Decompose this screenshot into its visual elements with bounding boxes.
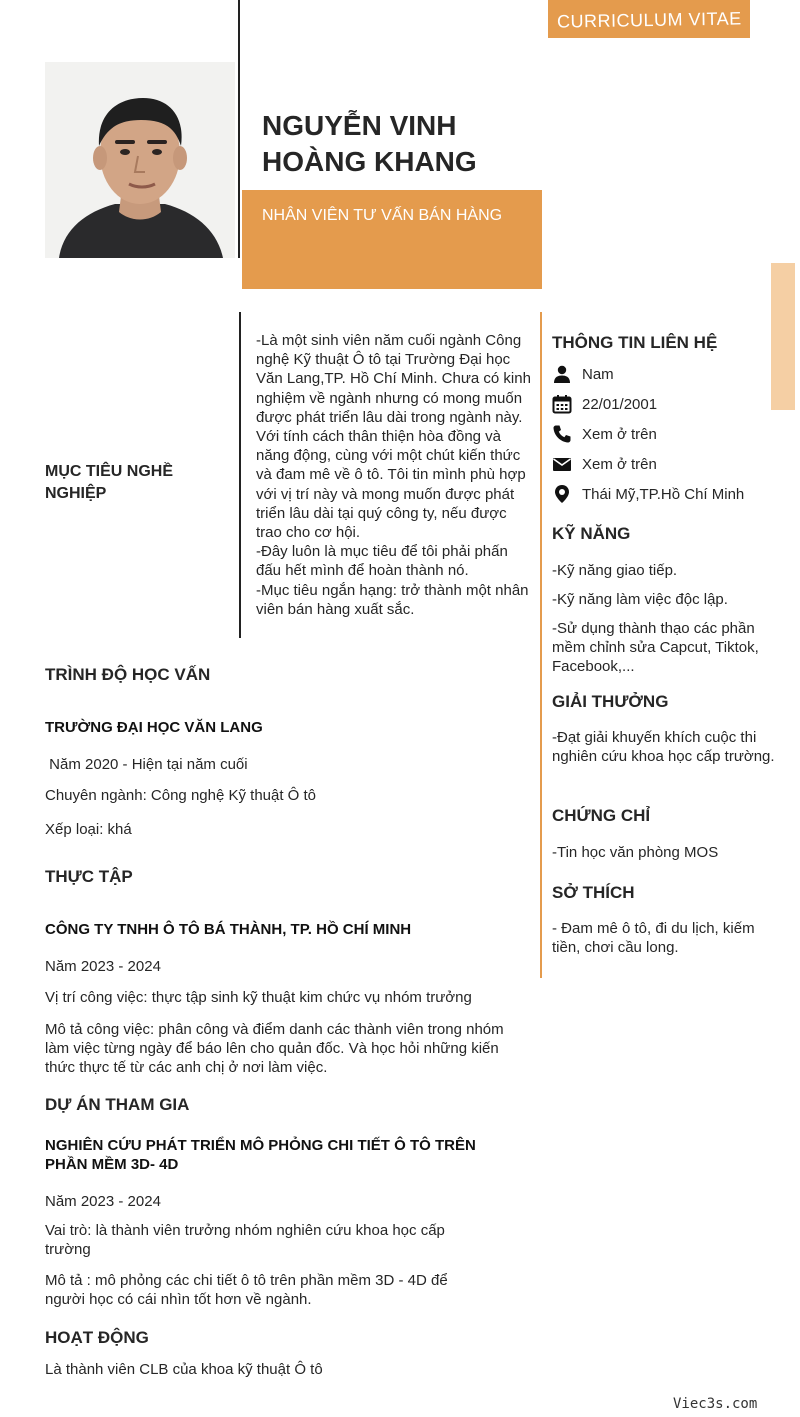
objective-paragraph-2: -Đây luôn là mục tiêu để tôi phải phấn đấu hết mình để hoàn thành nó. <box>256 543 508 580</box>
calendar-icon <box>552 394 572 414</box>
skills-title: KỸ NĂNG <box>552 524 631 543</box>
contact-email: Xem ở trên <box>582 455 657 473</box>
person-icon <box>552 364 572 384</box>
internship-company: CÔNG TY TNHH Ô TÔ BÁ THÀNH, TP. HỒ CHÍ MINH <box>45 921 412 938</box>
name-line-1: NGUYỄN VINH <box>262 110 457 141</box>
activities-title: HOẠT ĐỘNG <box>45 1328 149 1347</box>
job-title-box <box>242 190 542 289</box>
contact-address-row <box>552 482 782 506</box>
hobbies-title: SỞ THÍCH <box>552 883 635 902</box>
skill-item-1: -Kỹ năng giao tiếp. <box>552 562 678 579</box>
header-divider <box>238 0 240 258</box>
job-title: NHÂN VIÊN TƯ VẤN BÁN HÀNG <box>262 207 503 224</box>
contact-title: THÔNG TIN LIÊN HỆ <box>552 333 718 352</box>
right-column-divider <box>540 312 542 978</box>
objective-paragraph-1: -Là một sinh viên năm cuối ngành Công nghệ Kỹ thuật Ô tô tại Trường Đại học Văn Lang,TP. Hồ Chí Minh. Chưa có kinh nghiệm về ngành nhưng có mong muốn được phát triển lâu dài trong ngành này. Với tính cách thân thiện hòa đồng và năng động, cùng với một chút kiến thức và đam mê về ô tô. Tôi tin mình phù hợp với vị trí này và mong muốn được phát triển lâu dài tại quý công ty, nếu được trao cho cơ hội. <box>256 332 531 542</box>
skill-item-3: -Sử dụng thành thạo các phần mềm chỉnh sửa Capcut, Tiktok, Facebook,... <box>552 620 759 675</box>
contact-gender: Nam <box>582 365 614 383</box>
objective-label: MỤC TIÊU NGHỀ NGHIỆP <box>45 463 173 502</box>
location-pin-icon <box>552 484 572 504</box>
internship-description: Mô tả công việc: phân công và điểm danh các thành viên trong nhóm làm việc từng ngày để báo lên cho quản đốc. Và học hỏi những kiến thức thực tế từ các anh chị ở nơi làm việc. <box>45 1021 504 1076</box>
activities-item: Là thành viên CLB của khoa kỹ thuật Ô tô <box>45 1361 323 1378</box>
contact-email-row <box>552 452 782 476</box>
education-period: Năm 2020 - Hiện tại năm cuối <box>45 756 248 773</box>
objective-paragraph-3: -Mục tiêu ngắn hạng: trở thành một nhân viên bán hàng xuất sắc. <box>256 581 529 618</box>
contact-dob: 22/01/2001 <box>582 395 658 413</box>
education-school: TRƯỜNG ĐẠI HỌC VĂN LANG <box>45 719 263 736</box>
hobby-item-1: - Đam mê ô tô, đi du lịch, kiếm tiền, chơi cầu long. <box>552 920 755 956</box>
awards-title: GIẢI THƯỞNG <box>552 692 669 711</box>
mail-icon <box>552 454 572 474</box>
project-description: Mô tả : mô phỏng các chi tiết ô tô trên phần mềm 3D - 4D để người học có cái nhìn tốt hơn về ngành. <box>45 1272 448 1308</box>
name-line-2: HOÀNG KHANG <box>262 146 477 177</box>
profile-photo <box>45 62 235 258</box>
project-role: Vai trò: là thành viên trưởng nhóm nghiên cứu khoa học cấp trường <box>45 1222 445 1258</box>
internship-period: Năm 2023 - 2024 <box>45 958 161 975</box>
certificate-item-1: -Tin học văn phòng MOS <box>552 844 719 861</box>
education-grade: Xếp loại: khá <box>45 821 132 838</box>
side-accent-tab <box>771 263 795 410</box>
footer-watermark: Viec3s.com <box>673 1396 758 1412</box>
contact-address: Thái Mỹ,TP.Hồ Chí Minh <box>582 485 745 503</box>
certificates-title: CHỨNG CHỈ <box>552 806 651 825</box>
project-period: Năm 2023 - 2024 <box>45 1193 161 1210</box>
education-title: TRÌNH ĐỘ HỌC VẤN <box>45 665 211 684</box>
projects-title: DỰ ÁN THAM GIA <box>45 1095 190 1114</box>
candidate-name <box>262 108 477 180</box>
contact-phone: Xem ở trên <box>582 425 657 443</box>
internship-title: THỰC TẬP <box>45 867 133 886</box>
skill-item-2: -Kỹ năng làm việc độc lập. <box>552 591 728 608</box>
objective-text <box>256 331 531 619</box>
phone-icon <box>552 424 572 444</box>
curriculum-vitae-tab: CURRICULUM VITAE <box>548 0 750 38</box>
contact-gender-row <box>552 362 782 386</box>
contact-dob-row <box>552 392 782 416</box>
objective-divider <box>239 312 241 638</box>
contact-phone-row <box>552 422 782 446</box>
education-major: Chuyên ngành: Công nghệ Kỹ thuật Ô tô <box>45 787 317 804</box>
internship-position: Vị trí công việc: thực tập sinh kỹ thuật kim chức vụ nhóm trưởng <box>45 989 472 1006</box>
project-name: NGHIÊN CỨU PHÁT TRIỂN MÔ PHỎNG CHI TIẾT Ô TÔ TRÊN PHẦN MỀM 3D- 4D <box>45 1137 476 1173</box>
award-item-1: -Đạt giải khuyến khích cuộc thi nghiên cứu khoa học cấp trường. <box>552 729 775 765</box>
